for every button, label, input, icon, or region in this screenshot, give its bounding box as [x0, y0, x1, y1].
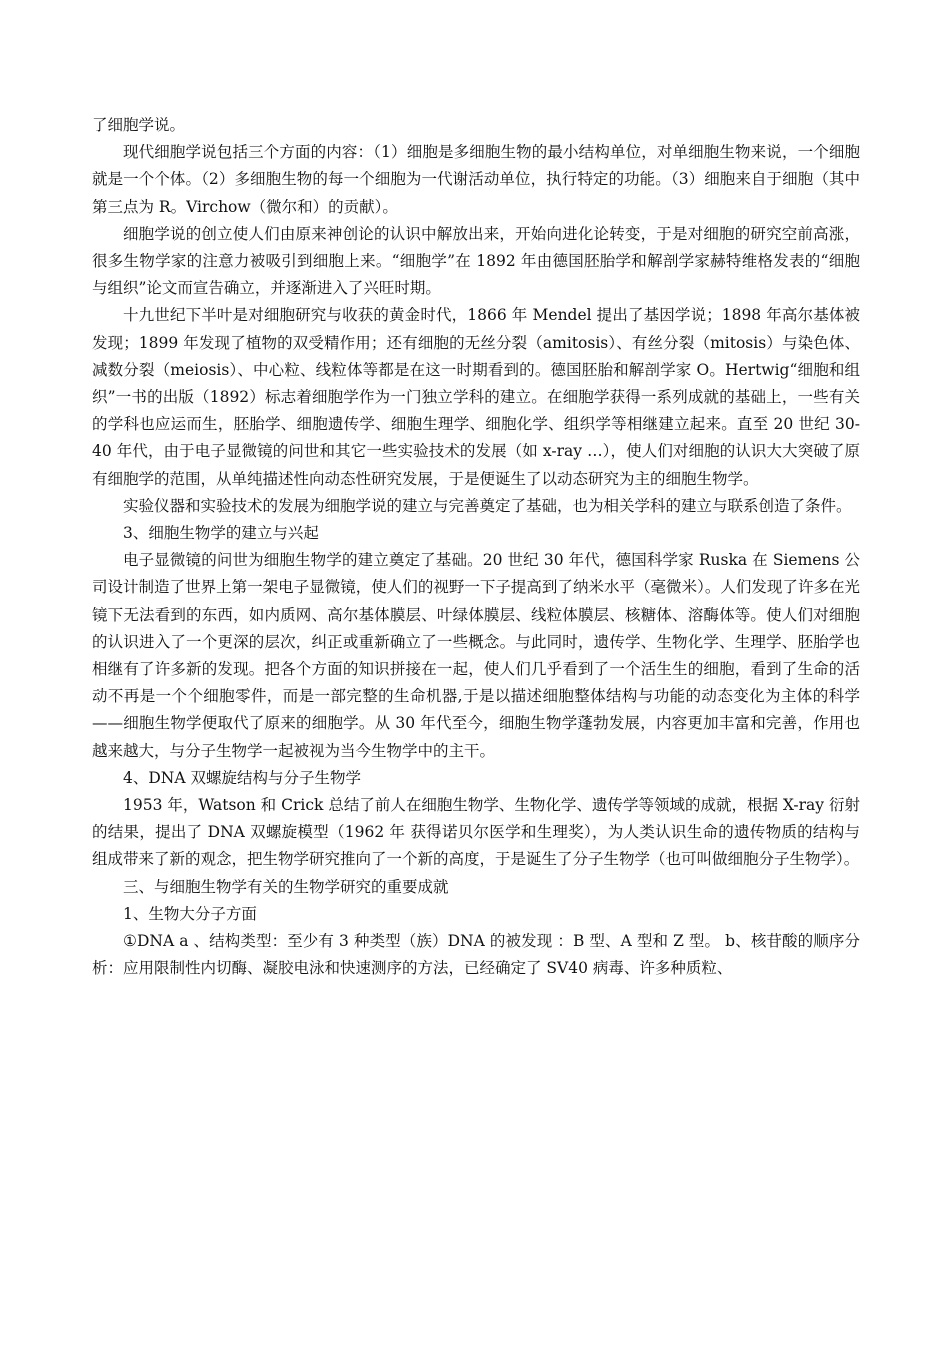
paragraph-3: 细胞学说的创立使人们由原来神创论的认识中解放出来，开始向进化论转变，于是对细胞的研究空前高涨，很多生物学家的注意力被吸引到细胞上来。“细胞学”在 1892 年由德国胚胎学和解剖学家赫特维格发表的“细胞与组织”论文而宣告确立，并逐渐进入了兴旺时期。: [92, 224, 860, 298]
paragraph-4: 十九世纪下半叶是对细胞研究与收获的黄金时代，1866 年 Mendel 提出了基因学说；1898 年高尔基体被发现；1899 年发现了植物的双受精作用；还有细胞的无丝分裂（amitosis）、有丝分裂（mitosis）与染色体、减数分裂（meiosis）、中心粒、线粒体等都是在这一时期看到的。德国胚胎和解剖学家 O。Hertwig“细胞和组织”一书的出版（1892）标志着细胞学作为一门独立学科的建立。在细胞学获得一系列成就的基础上，一些有关的学科也应运而生，胚胎学、细胞遗传学、细胞生理学、细胞化学、组织学等相继建立起来。直至 20 世纪 30-40 年代，由于电子显微镜的问世和其它一些实验技术的发展（如 x-ray …），使人们对细胞的认识大大突破了原有细胞学的范围，从单纯描述性向动态性研究发展，于是便诞生了以动态研究为主的细胞生物学。: [92, 306, 860, 488]
subsection-heading-1: 1、生物大分子方面: [123, 904, 257, 923]
section-heading-3: 3、细胞生物学的建立与兴起: [123, 524, 319, 543]
section-heading-4: 4、DNA 双螺旋结构与分子生物学: [123, 768, 361, 787]
paragraph-1: 了细胞学说。: [92, 116, 186, 134]
paragraph-6: 电子显微镜的问世为细胞生物学的建立奠定了基础。20 世纪 30 年代，德国科学家 Ruska 在 Siemens 公司设计制造了世界上第一架电子显微镜，使人们的视野一下子提高到了纳米水平（毫微米）。人们发现了许多在光镜下无法看到的东西，如内质网、高尔基体膜层、叶绿体膜层、线粒体膜层、核糖体、溶酶体等。使人们对细胞的认识进入了一个更深的层次，纠正或重新确立了一些概念。与此同时，遗传学、生物化学、生理学、胚胎学也相继有了许多新的发现。把各个方面的知识拼接在一起，使人们几乎看到了一个活生生的细胞，看到了生命的活动不再是一个个细胞零件，而是一部完整的生命机器,于是以描述细胞整体结构与功能的动态变化为主体的科学——细胞生物学便取代了原来的细胞学。从 30 年代至今，细胞生物学蓬勃发展，内容更加丰富和完善，作用也越来越大，与分子生物学一起被视为当今生物学中的主干。: [92, 551, 860, 760]
paragraph-7: 1953 年，Watson 和 Crick 总结了前人在细胞生物学、生物化学、遗传学等领域的成就，根据 X-ray 衍射的结果，提出了 DNA 双螺旋模型（1962 年 获得诺贝尔医学和生理奖），为人类认识生命的遗传物质的结构与组成带来了新的观念，把生物学研究推向了一个新的高度，于是诞生了分子生物学（也可叫做细胞分子生物学）。: [92, 796, 860, 869]
document-page: [92, 112, 860, 983]
paragraph-2: 现代细胞学说包括三个方面的内容：（1）细胞是多细胞生物的最小结构单位，对单细胞生物来说，一个细胞就是一个个体。（2）多细胞生物的每一个细胞为一代谢活动单位，执行特定的功能。（3）细胞来自于细胞（其中第三点为 R。Virchow（微尔和）的贡献）。: [92, 143, 860, 216]
paragraph-8: ①DNA a 、结构类型：至少有 3 种类型（族）DNA 的被发现 ：B 型、A 型和 Z 型。 b、核苷酸的顺序分析：应用限制性内切酶、凝胶电泳和快速测序的方法，已经确定了 SV40 病毒、许多种质粒、: [92, 932, 860, 978]
chapter-heading-3: 三、与细胞生物学有关的生物学研究的重要成就: [123, 877, 449, 896]
paragraph-5: 实验仪器和实验技术的发展为细胞学说的建立与完善奠定了基础，也为相关学科的建立与联系创造了条件。: [123, 496, 852, 515]
